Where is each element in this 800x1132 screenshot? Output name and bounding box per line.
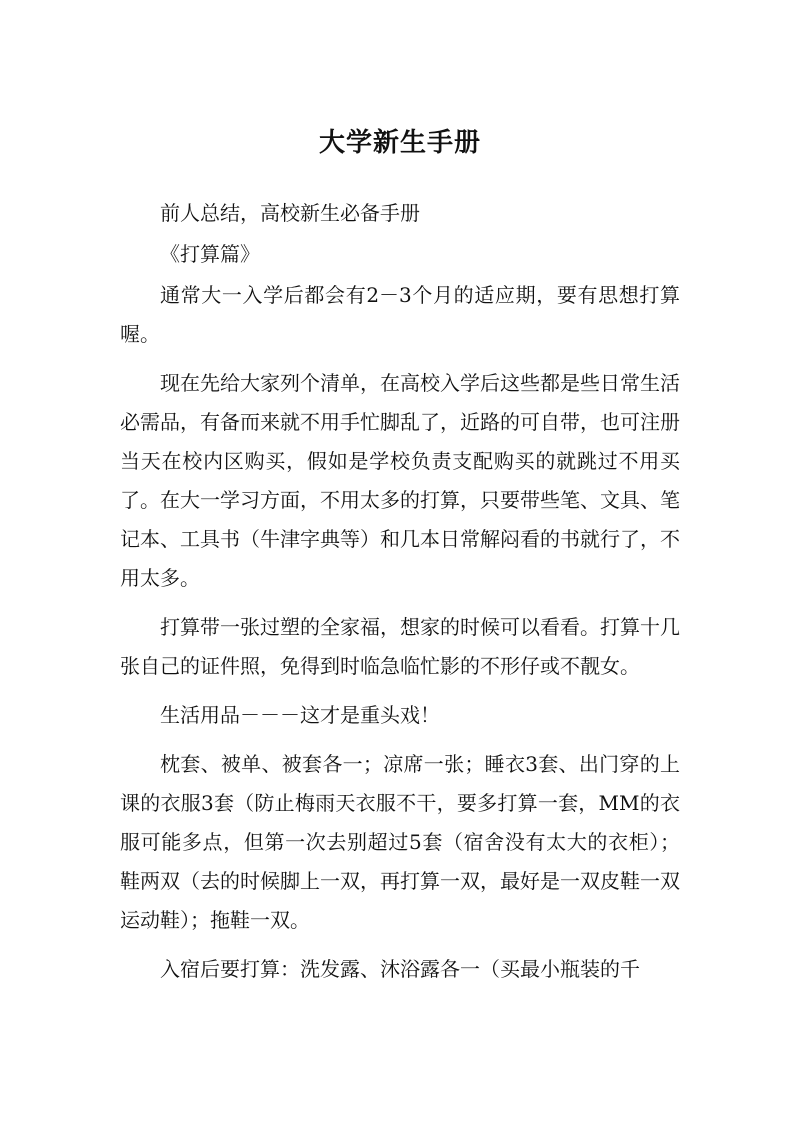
paragraph-toiletries: 入宿后要打算：洗发露、沐浴露各一（买最小瓶装的千 bbox=[160, 957, 640, 981]
paragraph-photos: 打算带一张过塑的全家福，想家的时候可以看看。打算十几张自己的证件照，免得到时临急临忙影的不形仔或不靓女。 bbox=[120, 615, 680, 678]
paragraph-section-heading: 《打算篇》 bbox=[160, 242, 260, 266]
paragraph-daily-items-heading: 生活用品－－－这才是重头戏！ bbox=[160, 703, 440, 727]
document-body bbox=[120, 194, 680, 999]
paragraph-bedding-clothes: 枕套、被单、被套各一；凉席一张；睡衣3套、出门穿的上课的衣服3套（防止梅雨天衣服不干，要多打算一套，MM的衣服可能多点，但第一次去别超过5套（宿舍没有太大的衣柜）；鞋两双（去的时候脚上一双，再打算一双，最好是一双皮鞋一双运动鞋）；拖鞋一双。 bbox=[120, 752, 680, 932]
document-title: 大学新生手册 bbox=[318, 128, 481, 158]
paragraph-checklist: 现在先给大家列个清单，在高校入学后这些都是些日常生活必需品，有备而来就不用手忙脚乱了，近路的可自带，也可注册当天在校内区购买，假如是学校负责支配购买的就跳过不用买了。在大一学习方面，不用太多的打算，只要带些笔、文具、笔记本、工具书（牛津字典等）和几本日常解闷看的书就行了，不用太多。 bbox=[120, 371, 680, 590]
paragraph-intro: 前人总结，高校新生必备手册 bbox=[160, 201, 420, 225]
paragraph-adaptation: 通常大一入学后都会有2－3个月的适应期，要有思想打算喔。 bbox=[120, 283, 680, 346]
